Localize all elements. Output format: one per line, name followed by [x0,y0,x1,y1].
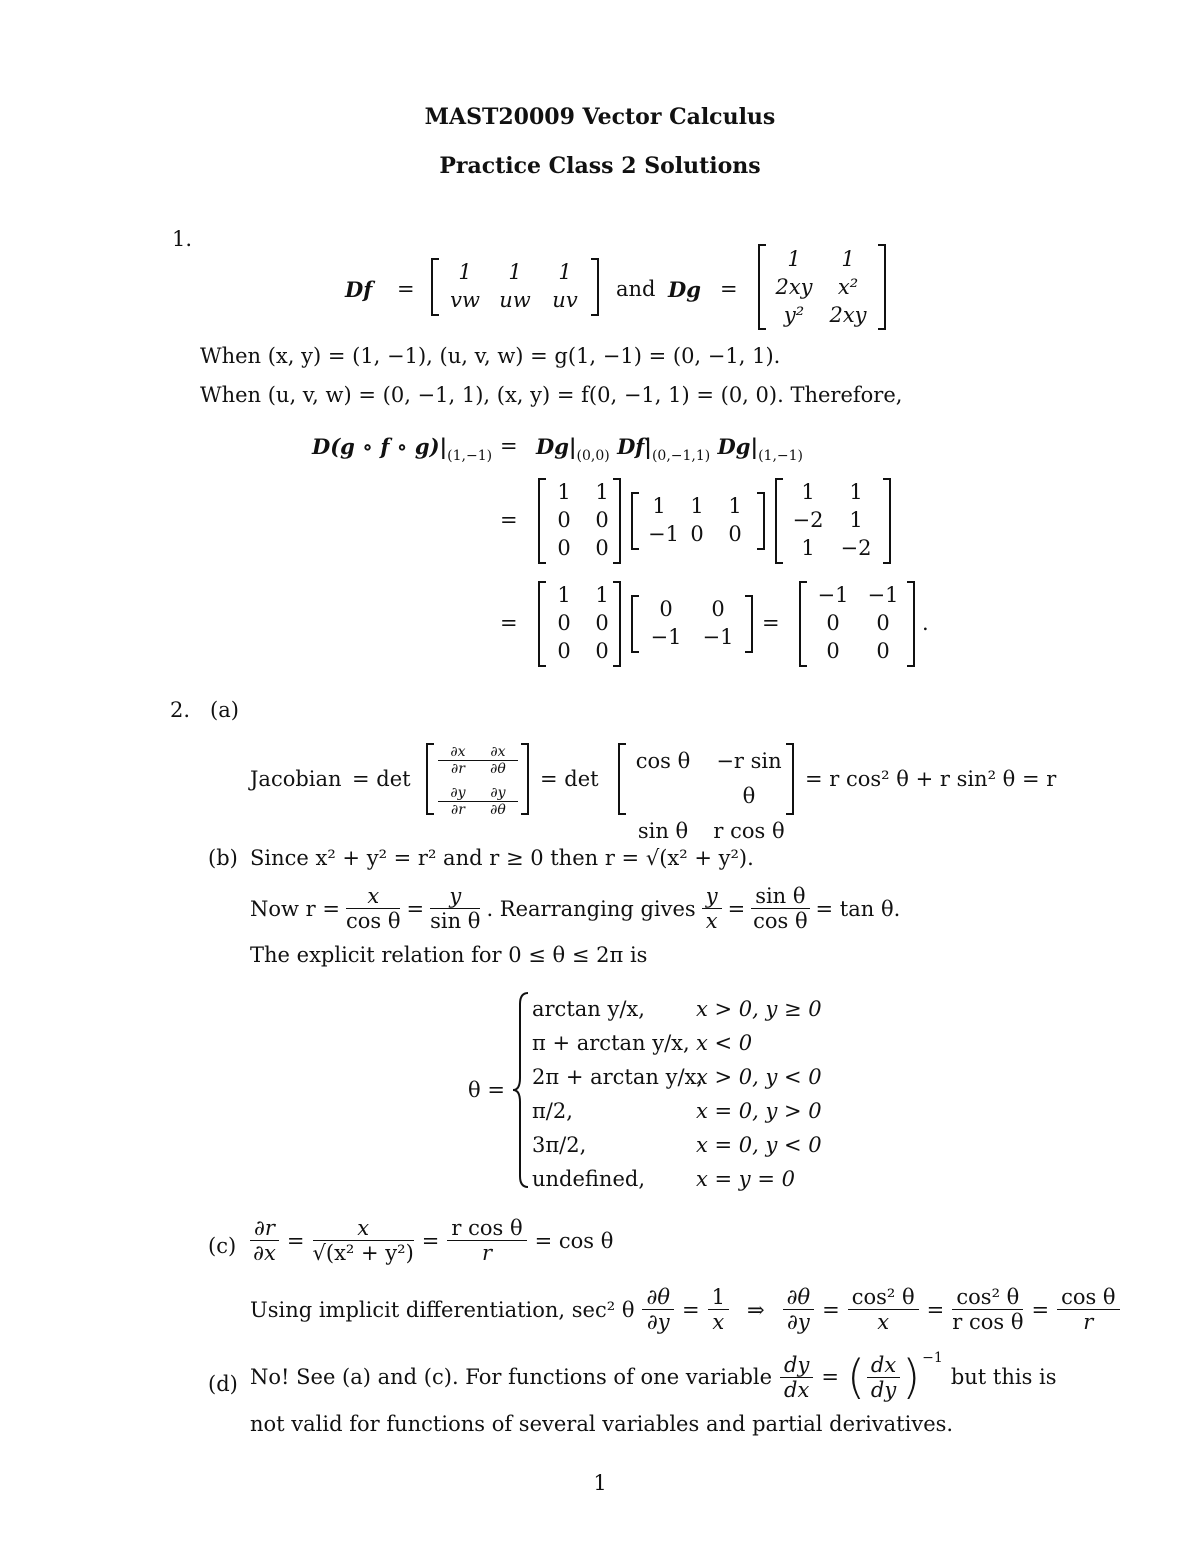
fraction: $\frac{dx}{dy}$ [867,1353,900,1402]
cases-brace [512,992,530,1188]
equals-sign: = [500,434,518,458]
part-c-line-2 [250,1285,1120,1334]
matrix-b-entry: 1 [652,494,666,518]
det-label: = det [352,767,411,791]
matrix-c-entry: 1 [849,508,863,532]
matrix-b [640,492,754,548]
fraction: $\frac{\text{cos² θ}}{\text{r cos θ}}$ [952,1285,1024,1334]
equals-sign: = [397,277,415,301]
equals-sign: = [822,1297,840,1322]
fraction: $\frac{y}{x}$ [702,884,722,933]
equals-sign: = [406,896,425,921]
equals-sign: = [286,1228,305,1253]
matrix-d-entry: 0 [595,611,609,635]
part-b-line-1: Since x² + y² = r² and r ≥ 0 then r = √(x² + y²). [250,846,754,870]
case-condition: x = 0, y < 0 [696,1133,822,1157]
part-b-line-2 [250,884,900,933]
dg-matrix-entry: y² [783,303,805,327]
dg-matrix-entry: 2xy [829,303,867,327]
matrix-b-entry: −1 [648,522,679,546]
and-word: and [616,277,656,301]
case-value: 2π + arctan y/x, [532,1065,704,1089]
b-text: Now r = [250,896,340,921]
matrix-a-entry: 0 [557,508,571,532]
matrix-f-entry: 0 [876,611,890,635]
trig-matrix-entry: r cos θ [713,819,785,843]
trig-matrix-right-bracket [785,743,795,815]
equals-sign: = [762,611,780,635]
dg-label: Dg [668,277,701,302]
df-label: Df [345,277,373,302]
fraction: $\frac{\partial\theta}{\partial y}$ [642,1285,674,1334]
matrix-c [784,478,880,562]
case-condition: x > 0, y < 0 [696,1065,822,1089]
matrix-d-entry: 0 [557,611,571,635]
partial-derivative-fraction: $\frac{\partial x}{\partial\theta}$ [478,744,518,777]
trig-matrix-left-bracket [617,743,627,815]
matrix-e-entry: 0 [711,597,725,621]
equals-sign: = [821,1365,839,1389]
part-c-label: (c) [208,1234,237,1258]
trig-matrix-entry: cos θ [635,749,691,773]
fraction: $\frac{\partial\theta}{\partial y}$ [783,1285,815,1334]
jacobian-result: = r cos² θ + r sin² θ = r [805,767,1057,791]
dg-matrix-entry: 1 [787,247,801,271]
det-label: = det [540,767,599,791]
df-matrix-right-bracket [590,258,600,316]
chain-rhs: $Dg|_{(0,0)}$ $Df|_{(0,-1,1)}$ $Dg|_{(1,-1)}$ [536,434,804,464]
part-d-label: (d) [208,1372,238,1396]
fraction: $\frac{\text{cos θ}}{r}$ [1057,1285,1120,1334]
equals-sign: = [500,611,518,635]
equals-sign: = [682,1297,700,1322]
case-value: 3π/2, [532,1133,587,1157]
matrix-e-left-bracket [630,595,640,653]
matrix-d-right-bracket [612,581,622,667]
jacobian-matrix-right-bracket [520,743,530,815]
dg-matrix-left-bracket [757,244,767,330]
matrix-a [545,478,621,562]
matrix-f-right-bracket [906,581,916,667]
matrix-b-entry: 1 [728,494,742,518]
matrix-e [640,595,744,651]
matrix-e-entry: −1 [702,625,734,649]
trig-matrix [627,744,799,849]
jacobian-matrix [438,744,518,818]
matrix-b-entry: 0 [690,522,704,546]
dg-matrix-entry: 2xy [775,275,813,299]
question-1-number: 1. [172,227,193,251]
dg-matrix-right-bracket [877,244,887,330]
matrix-a-entry: 0 [557,536,571,560]
equals-sign: = [421,1228,440,1253]
matrix-d-entry: 1 [595,583,609,607]
dg-matrix-entry: x² [837,275,859,299]
df-matrix [440,258,590,314]
period: . [922,611,929,635]
fraction: $\frac{x}{\text{√(x² + y²)}}$ [312,1216,414,1265]
matrix-c-entry: 1 [801,536,815,560]
matrix-e-entry: −1 [650,625,682,649]
fraction: $\frac{y}{\text{sin θ}}$ [430,884,481,933]
matrix-f-entry: 0 [876,639,890,663]
partial-derivative-fraction: $\frac{\partial y}{\partial r}$ [438,785,478,818]
fraction: $\frac{\text{sin θ}}{\text{cos θ}}$ [753,884,808,933]
part-c-line-1 [250,1216,613,1265]
matrix-f-entry: 0 [826,639,840,663]
left-paren: ( [846,1350,865,1404]
matrix-b-right-bracket [756,492,766,550]
matrix-a-entry: 0 [595,508,609,532]
df-matrix-entry: uw [499,288,531,312]
d-text: No! See (a) and (c). For functions of one variable [250,1365,773,1389]
matrix-d-entry: 1 [557,583,571,607]
implies-arrow: ⇒ [746,1297,765,1322]
matrix-c-left-bracket [774,478,784,564]
case-value: π + arctan y/x, [532,1031,690,1055]
chain-lhs: D(g ∘ f ∘ $g)|_{(1,-1)}$ [312,434,493,464]
part-b-line-3: The explicit relation for 0 ≤ θ ≤ 2π is [250,943,648,967]
matrix-f-entry: −1 [867,583,899,607]
matrix-c-entry: −2 [792,508,824,532]
matrix-c-entry: 1 [849,480,863,504]
partial-derivative-fraction: $\frac{\partial y}{\partial\theta}$ [478,785,518,818]
cases-table [532,992,876,1196]
df-matrix-left-bracket [430,258,440,316]
matrix-c-right-bracket [882,478,892,564]
trig-matrix-entry: sin θ [637,819,689,843]
part-d-line-1 [250,1350,1057,1404]
matrix-c-entry: 1 [801,480,815,504]
df-matrix-entry: 1 [508,260,522,284]
matrix-f-left-bracket [798,581,808,667]
df-matrix-entry: 1 [558,260,572,284]
case-condition: x < 0 [696,1031,753,1055]
matrix-d-entry: 0 [557,639,571,663]
matrix-a-entry: 1 [557,480,571,504]
case-value: arctan y/x, [532,997,645,1021]
matrix-b-left-bracket [630,492,640,550]
part-a-label: (a) [210,698,239,722]
d-text: but this is [950,1365,1057,1389]
matrix-d [545,581,621,665]
fraction: $\frac{\text{cos² θ}}{x}$ [848,1285,919,1334]
matrix-b-entry: 0 [728,522,742,546]
fraction: $\frac{dy}{dx}$ [780,1353,813,1402]
matrix-c-entry: −2 [840,536,872,560]
matrix-f [808,581,908,665]
b-text: . Rearranging gives [486,896,696,921]
partial-derivative-fraction: $\frac{\partial x}{\partial r}$ [438,744,478,777]
matrix-f-entry: −1 [817,583,849,607]
matrix-a-right-bracket [612,478,622,564]
equals-sign: = [727,896,746,921]
df-matrix-entry: vw [450,288,480,312]
matrix-a-entry: 0 [595,536,609,560]
matrix-a-entry: 1 [595,480,609,504]
b-text: = tan θ. [815,896,901,921]
case-condition: x > 0, y ≥ 0 [696,997,822,1021]
part-b-label: (b) [208,846,238,870]
page-number: 1 [593,1471,607,1495]
document-subtitle: Practice Class 2 Solutions [439,153,761,179]
dg-matrix-entry: 1 [841,247,855,271]
exponent: −1 [922,1350,943,1366]
case-value: π/2, [532,1099,573,1123]
right-paren: ) [902,1350,921,1404]
df-matrix-entry: 1 [458,260,472,284]
document-title: MAST20009 Vector Calculus [424,104,776,130]
q1-line-2: When (u, v, w) = (0, −1, 1), (x, y) = f(0, −1, 1) = (0, 0). Therefore, [200,383,903,407]
fraction: $\frac{\partial r}{\partial x}$ [250,1216,279,1265]
fraction: $\frac{\text{r cos θ}}{r}$ [447,1216,526,1265]
c-result: = cos θ [534,1228,614,1253]
matrix-e-entry: 0 [659,597,673,621]
matrix-d-entry: 0 [595,639,609,663]
jacobian-matrix-left-bracket [425,743,435,815]
equals-sign: = [720,277,738,301]
trig-matrix-entry: −r sin θ [716,749,782,808]
dg-matrix [767,245,875,329]
q1-line-1: When (x, y) = (1, −1), (u, v, w) = g(1, −1) = (0, −1, 1). [200,344,781,368]
case-condition: x = 0, y > 0 [696,1099,822,1123]
df-matrix-entry: uv [552,288,578,312]
part-d-line-2: not valid for functions of several variables and partial derivatives. [250,1412,954,1436]
case-value: undefined, [532,1167,645,1191]
jacobian-label: Jacobian [250,767,342,791]
equals-sign: = [500,508,518,532]
equals-sign: = [1031,1297,1050,1322]
fraction: $\frac{x}{\text{cos θ}}$ [345,884,401,933]
c-text: Using implicit differentiation, sec² θ [250,1297,635,1322]
case-condition: x = y = 0 [696,1167,795,1191]
equals-sign: = [926,1297,945,1322]
matrix-f-entry: 0 [826,611,840,635]
matrix-b-entry: 1 [690,494,704,518]
theta-equals: θ = [468,1078,505,1102]
fraction: $\frac{1}{x}$ [708,1285,729,1334]
matrix-e-right-bracket [744,595,754,653]
question-2-number: 2. [170,698,191,722]
